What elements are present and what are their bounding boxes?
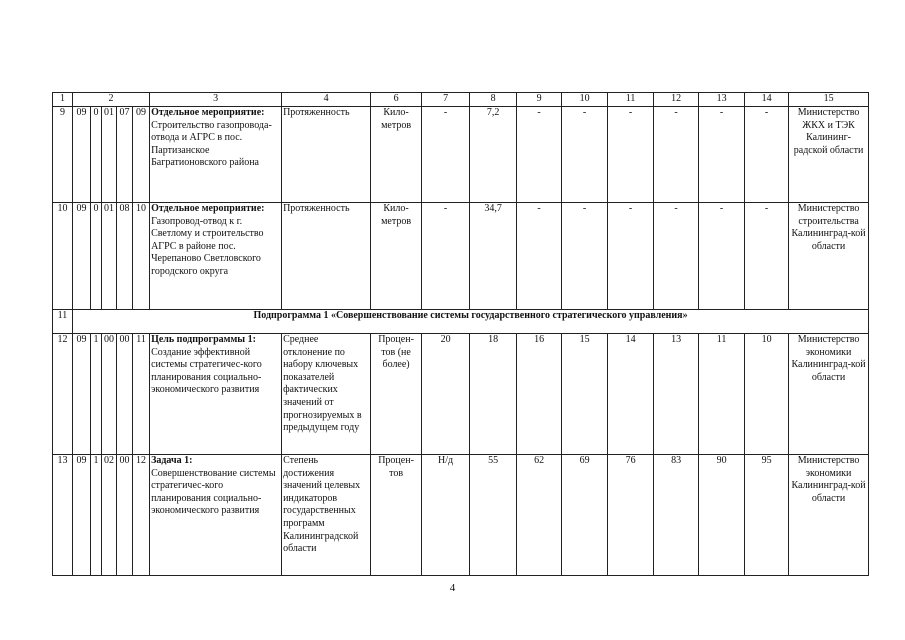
code-cell: 00 (102, 334, 117, 455)
value-cell: - (422, 203, 470, 310)
value-cell: 14 (608, 334, 654, 455)
table-row (53, 455, 869, 576)
header-cell: 1 (53, 93, 73, 107)
value-cell: 76 (608, 455, 654, 576)
value-cell: - (699, 107, 745, 203)
value-cell: 95 (745, 455, 789, 576)
value-cell: - (608, 203, 654, 310)
code-cell: 12 (133, 455, 150, 576)
activity-title: Отдельное мероприятие: (151, 203, 265, 214)
unit-cell: Кило-метров (371, 203, 422, 310)
value-cell: 7,2 (470, 107, 517, 203)
header-row (53, 93, 869, 107)
value-cell: 18 (470, 334, 517, 455)
header-cell: 7 (422, 93, 470, 107)
code-cell: 00 (117, 455, 133, 576)
code-cell: 11 (133, 334, 150, 455)
value-cell: - (517, 203, 562, 310)
value-cell: 13 (654, 334, 699, 455)
page-number: 4 (449, 582, 456, 594)
table-row (53, 203, 869, 310)
activity-title: Цель подпрограммы 1: (151, 334, 256, 345)
header-cell: 13 (699, 93, 745, 107)
code-cell: 01 (102, 107, 117, 203)
value-cell: - (699, 203, 745, 310)
responsible-cell: Министерство ЖКХ и ТЭК Калининг-радской области (789, 107, 869, 203)
subprogram-title: Подпрограмма 1 «Совершенствование системы государственного стратегического управления» (73, 310, 869, 334)
header-cell: 9 (517, 93, 562, 107)
value-cell: 55 (470, 455, 517, 576)
activity-cell (150, 334, 282, 455)
activity-title: Задача 1: (151, 455, 193, 466)
value-cell: 83 (654, 455, 699, 576)
indicator-cell: Среднее отклонение по набору ключевых показателей фактических значений от прогнозируемых в предыдущем году (282, 334, 371, 455)
indicator-cell: Протяженность (282, 107, 371, 203)
header-cell: 12 (654, 93, 699, 107)
row-number: 13 (53, 455, 73, 576)
row-number: 9 (53, 107, 73, 203)
code-cell: 09 (73, 455, 91, 576)
activity-description: Строительство газопровода-отвода и АГРС в пос. Партизанское Багратионовского района (151, 119, 272, 169)
value-cell: 62 (517, 455, 562, 576)
code-cell: 09 (73, 203, 91, 310)
value-cell: 34,7 (470, 203, 517, 310)
header-cell: 8 (470, 93, 517, 107)
indicator-cell: Протяженность (282, 203, 371, 310)
value-cell: 15 (562, 334, 608, 455)
value-cell: 16 (517, 334, 562, 455)
unit-cell: Процен-тов (371, 455, 422, 576)
header-cell: 10 (562, 93, 608, 107)
header-cell: 2 (73, 93, 150, 107)
indicator-cell: Степень достижения значений целевых индикаторов государственных программ Калининградской области (282, 455, 371, 576)
value-cell: - (562, 203, 608, 310)
code-cell: 0 (91, 203, 102, 310)
unit-cell: Процен-тов (не более) (371, 334, 422, 455)
header-cell: 14 (745, 93, 789, 107)
activity-cell (150, 107, 282, 203)
code-cell: 07 (117, 107, 133, 203)
value-cell: 69 (562, 455, 608, 576)
value-cell: - (608, 107, 654, 203)
code-cell: 1 (91, 334, 102, 455)
activity-title: Отдельное мероприятие: (151, 107, 265, 118)
row-number: 12 (53, 334, 73, 455)
value-cell: - (562, 107, 608, 203)
value-cell: - (654, 107, 699, 203)
activity-description: Газопровод-отвод к г. Светлому и строительство АГРС в районе пос. Черепаново Светловского городского округа (151, 215, 264, 277)
value-cell: - (745, 203, 789, 310)
code-cell: 02 (102, 455, 117, 576)
responsible-cell: Министерство экономики Калининград-кой области (789, 334, 869, 455)
code-cell: 09 (73, 107, 91, 203)
header-cell: 11 (608, 93, 654, 107)
header-cell: 15 (789, 93, 869, 107)
value-cell: 90 (699, 455, 745, 576)
table-row (53, 334, 869, 455)
activity-cell (150, 455, 282, 576)
code-cell: 01 (102, 203, 117, 310)
responsible-cell: Министерство экономики Калининград-кой области (789, 455, 869, 576)
code-cell: 00 (117, 334, 133, 455)
subprogram-row (53, 310, 869, 334)
value-cell: Н/д (422, 455, 470, 576)
value-cell: - (745, 107, 789, 203)
value-cell: - (517, 107, 562, 203)
value-cell: - (654, 203, 699, 310)
header-cell: 4 (282, 93, 371, 107)
activity-cell (150, 203, 282, 310)
table-row (53, 107, 869, 203)
code-cell: 09 (73, 334, 91, 455)
header-cell: 6 (371, 93, 422, 107)
row-number: 10 (53, 203, 73, 310)
code-cell: 1 (91, 455, 102, 576)
unit-cell: Кило-метров (371, 107, 422, 203)
value-cell: 10 (745, 334, 789, 455)
code-cell: 09 (133, 107, 150, 203)
value-cell: - (422, 107, 470, 203)
code-cell: 10 (133, 203, 150, 310)
responsible-cell: Министерство строительства Калининград-кой области (789, 203, 869, 310)
header-cell: 3 (150, 93, 282, 107)
row-number: 11 (53, 310, 73, 334)
code-cell: 08 (117, 203, 133, 310)
indicator-table (52, 92, 869, 576)
activity-description: Создание эффективной системы стратегичес-кого планирования социально-экономического развития (151, 346, 262, 396)
value-cell: 11 (699, 334, 745, 455)
code-cell: 0 (91, 107, 102, 203)
activity-description: Совершенствование системы стратегичес-кого планирования социально-экономического развития (151, 467, 276, 517)
value-cell: 20 (422, 334, 470, 455)
